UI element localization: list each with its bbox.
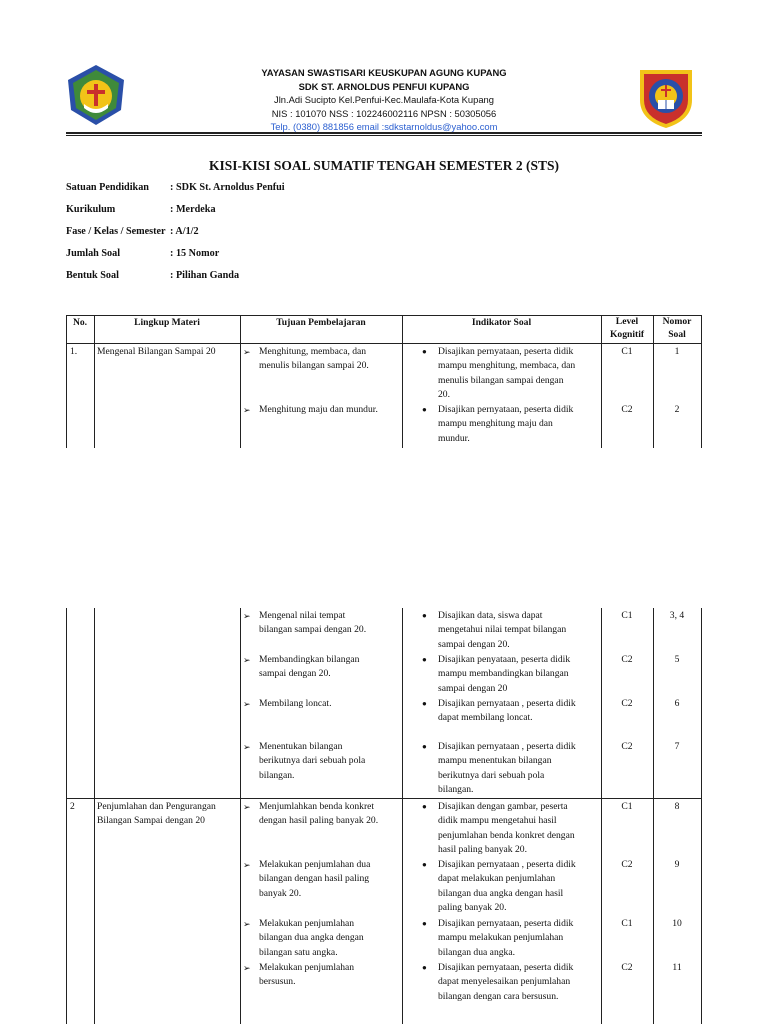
text-line: bilangan. [259, 769, 295, 781]
header-nomor-line: Nomor [662, 316, 692, 327]
nomor-soal: 10 [672, 918, 682, 929]
nomor-soal: 8 [674, 801, 680, 812]
meta-key: Kurikulum [66, 204, 116, 215]
indikator-soal [438, 653, 600, 696]
header-indikator-soal: Indikator Soal [471, 317, 532, 328]
meta-key: Bentuk Soal [66, 270, 119, 281]
meta-value: : A/1/2 [170, 226, 199, 237]
nomor-soal: 6 [674, 698, 680, 709]
text-line: Disajikan pernyataan, peserta didik [438, 962, 574, 973]
text-line: bilangan satu angka. [259, 946, 338, 958]
row-number: 2 [70, 801, 75, 812]
arrow-bullet-icon: ➢ [243, 347, 251, 357]
text-line: Disajikan penyataan, peserta didik [438, 654, 571, 665]
nomor-soal: 5 [674, 654, 680, 665]
table-border [66, 343, 702, 344]
level-kognitif: C2 [621, 962, 633, 973]
indikator-soal [438, 403, 600, 446]
header-level-line: Kognitif [609, 328, 645, 340]
text-line: bilangan dua angka dengan hasil [438, 887, 564, 899]
text-line: berikutnya dari sebuah pola [438, 769, 545, 781]
table-border [66, 798, 702, 799]
school-logo [636, 64, 696, 130]
text-line: bersusun. [259, 976, 296, 988]
level-kognitif: C2 [621, 859, 633, 870]
nomor-soal: 1 [674, 346, 680, 357]
meta-value: : 15 Nomor [170, 248, 220, 259]
meta-value: : Pilihan Ganda [170, 270, 240, 281]
header-lingkup-materi: Lingkup Materi [134, 317, 200, 328]
table-border [402, 315, 403, 448]
level-kognitif: C1 [621, 801, 633, 812]
text-line: bilangan dengan cara bersusun. [438, 990, 559, 1002]
level-kognitif: C1 [621, 346, 633, 357]
meta-key: Jumlah Soal [66, 248, 121, 259]
text-line: Disajikan pernyataan , peserta didik [438, 698, 576, 709]
table-border [701, 315, 702, 448]
indikator-soal [438, 858, 600, 916]
letterhead [184, 66, 584, 134]
text-line: bilangan dengan hasil paling [259, 873, 370, 885]
text-line: berikutnya dari sebuah pola [259, 755, 366, 767]
text-line: bilangan dua angka. [438, 946, 515, 958]
bullet-icon: ● [422, 919, 427, 928]
indikator-soal [438, 609, 600, 652]
header-nomor-soal [653, 316, 701, 341]
text-line: Disajikan pernyataan, peserta didik [438, 918, 574, 929]
text-line: bilangan sampai dengan 20. [259, 624, 367, 636]
text-line: Melakukan penjumlahan [259, 918, 355, 929]
arrow-bullet-icon: ➢ [243, 919, 251, 929]
text-line: dapat menyelesaikan penjumlahan [438, 976, 571, 988]
arrow-bullet-icon: ➢ [243, 699, 251, 709]
text-line: Melakukan penjumlahan [259, 962, 355, 973]
tujuan-pembelajaran [259, 740, 399, 783]
tujuan-pembelajaran [259, 961, 399, 990]
tujuan-pembelajaran [259, 403, 401, 417]
table-border [402, 608, 403, 1024]
text-line: penjumlahan benda konkret dengan [438, 829, 575, 841]
text-line: paling banyak 20. [438, 902, 507, 914]
text-line: banyak 20. [259, 887, 302, 899]
text-line: dapat melakukan penjumlahan [438, 873, 556, 885]
lingkup-materi [97, 800, 239, 829]
nomor-soal: 11 [672, 962, 682, 973]
document-title: KISI-KISI SOAL SUMATIF TENGAH SEMESTER 2 (STS) [208, 158, 560, 173]
meta-row [66, 248, 566, 264]
lingkup-materi: Mengenal Bilangan Sampai 20 [97, 346, 216, 357]
meta-row [66, 270, 566, 286]
text-line: mampu membandingkan bilangan [438, 668, 569, 680]
text-line: Disajikan pernyataan, peserta didik [438, 346, 574, 357]
arrow-bullet-icon: ➢ [243, 655, 251, 665]
letterhead-rule [66, 132, 702, 134]
text-line: mundur. [438, 432, 470, 444]
text-line: Bilangan Sampai dengan 20 [97, 815, 205, 827]
level-kognitif: C1 [621, 918, 633, 929]
arrow-bullet-icon: ➢ [243, 802, 251, 812]
arrow-bullet-icon: ➢ [243, 742, 251, 752]
text-line: sampai dengan 20. [438, 638, 510, 650]
text-line: dapat membilang loncat. [438, 712, 533, 724]
text-line: Disajikan pernyataan, peserta didik [438, 404, 574, 415]
tujuan-pembelajaran [259, 653, 399, 682]
meta-row [66, 204, 566, 220]
header-tujuan-pembelajaran: Tujuan Pembelajaran [276, 317, 366, 328]
indikator-soal [438, 740, 600, 798]
indikator-soal [438, 800, 600, 858]
text-line: sampai dengan 20. [259, 668, 331, 680]
text-line: Menghitung, membaca, dan [259, 346, 367, 357]
meta-value: : Merdeka [170, 204, 216, 215]
text-line: Disajikan pernyataan , peserta didik [438, 859, 576, 870]
arrow-bullet-icon: ➢ [243, 611, 251, 621]
table-border [66, 608, 67, 1024]
text-line: Penjumlahan dan Pengurangan [97, 801, 216, 812]
text-line: menulis bilangan sampai 20. [259, 360, 369, 372]
text-line: hasil paling banyak 20. [438, 844, 527, 856]
table-border [240, 315, 241, 448]
row-number: 1. [70, 346, 78, 357]
tujuan-pembelajaran [259, 858, 399, 901]
header-nomor-line: Soal [668, 328, 686, 340]
level-kognitif: C2 [621, 698, 633, 709]
school-ids: NIS : 101070 NSS : 102246002116 NPSN : 50305056 [271, 107, 497, 119]
arrow-bullet-icon: ➢ [243, 963, 251, 973]
table-border [240, 608, 241, 1024]
text-line: 20. [438, 389, 450, 401]
bullet-icon: ● [422, 742, 427, 751]
meta-value: : SDK St. Arnoldus Penfui [170, 182, 285, 193]
bullet-icon: ● [422, 860, 427, 869]
text-line: Disajikan pernyataan , peserta didik [438, 741, 576, 752]
nomor-soal: 9 [674, 859, 680, 870]
indikator-soal [438, 697, 600, 726]
kisi-kisi-table-page-2 [66, 608, 702, 1024]
bullet-icon: ● [422, 655, 427, 664]
tujuan-pembelajaran [259, 917, 399, 960]
swastisari-logo [66, 64, 126, 126]
text-line: sampai dengan 20 [438, 682, 508, 694]
text-line: Membilang loncat. [259, 698, 332, 709]
tujuan-pembelajaran [259, 800, 401, 829]
text-line: bilangan dua angka dengan [259, 932, 364, 944]
bullet-icon: ● [422, 963, 427, 972]
table-border [701, 608, 702, 1024]
school-contact: Telp. (0380) 881856 email :sdkstarnoldus@yahoo.com [270, 121, 498, 133]
foundation-name: YAYASAN SWASTISARI KEUSKUPAN AGUNG KUPANG [261, 67, 507, 78]
table-border [94, 608, 95, 1024]
bullet-icon: ● [422, 405, 427, 414]
nomor-soal: 2 [674, 404, 680, 415]
text-line: Membandingkan bilangan [259, 654, 360, 665]
table-border [66, 315, 67, 448]
tujuan-pembelajaran [259, 609, 399, 638]
bullet-icon: ● [422, 802, 427, 811]
school-name: SDK ST. ARNOLDUS PENFUI KUPANG [298, 80, 470, 92]
text-line: Disajikan data, siswa dapat [438, 610, 543, 621]
text-line: Mengenal nilai tempat [259, 610, 346, 621]
text-line: mengetahui nilai tempat bilangan [438, 624, 567, 636]
letterhead-rule-thin [66, 135, 702, 136]
meta-row [66, 182, 566, 198]
text-line: bilangan. [438, 784, 474, 796]
level-kognitif: C1 [621, 610, 633, 621]
text-line: didik mampu mengetahui hasil [438, 815, 557, 827]
table-border [94, 315, 95, 448]
level-kognitif: C2 [621, 404, 633, 415]
indikator-soal [438, 917, 600, 960]
nomor-soal: 7 [674, 741, 680, 752]
school-address: Jln.Adi Sucipto Kel.Penfui-Kec.Maulafa-Kota Kupang [274, 94, 494, 106]
text-line: mampu menghitung, membaca, dan [438, 360, 576, 372]
indikator-soal [438, 961, 600, 1004]
indikator-soal [438, 345, 600, 403]
meta-key: Fase / Kelas / Semester [66, 226, 166, 237]
tujuan-pembelajaran [259, 697, 399, 711]
bullet-icon: ● [422, 699, 427, 708]
level-kognitif: C2 [621, 654, 633, 665]
meta-key: Satuan Pendidikan [66, 182, 149, 193]
arrow-bullet-icon: ➢ [243, 860, 251, 870]
text-line: Menentukan bilangan [259, 741, 343, 752]
nomor-soal: 3, 4 [669, 610, 685, 621]
text-line: mampu menentukan bilangan [438, 755, 552, 767]
header-level-line: Level [615, 316, 639, 327]
text-line: Menghitung maju dan mundur. [259, 404, 378, 415]
header-level-kognitif [601, 316, 653, 341]
meta-row [66, 226, 566, 242]
bullet-icon: ● [422, 347, 427, 356]
arrow-bullet-icon: ➢ [243, 405, 251, 415]
bullet-icon: ● [422, 611, 427, 620]
level-kognitif: C2 [621, 741, 633, 752]
text-line: menulis bilangan sampai dengan [438, 374, 564, 386]
text-line: mampu menghitung maju dan [438, 418, 553, 430]
text-line: mampu melakukan penjumlahan [438, 932, 564, 944]
text-line: Melakukan penjumlahan dua [259, 859, 371, 870]
text-line: Disajikan dengan gambar, peserta [438, 801, 568, 812]
text-line: dengan hasil paling banyak 20. [259, 815, 379, 827]
tujuan-pembelajaran [259, 345, 399, 374]
kisi-kisi-table-page-1 [66, 315, 702, 448]
text-line: Menjumlahkan benda konkret [259, 801, 375, 812]
header-no: No. [72, 317, 88, 328]
